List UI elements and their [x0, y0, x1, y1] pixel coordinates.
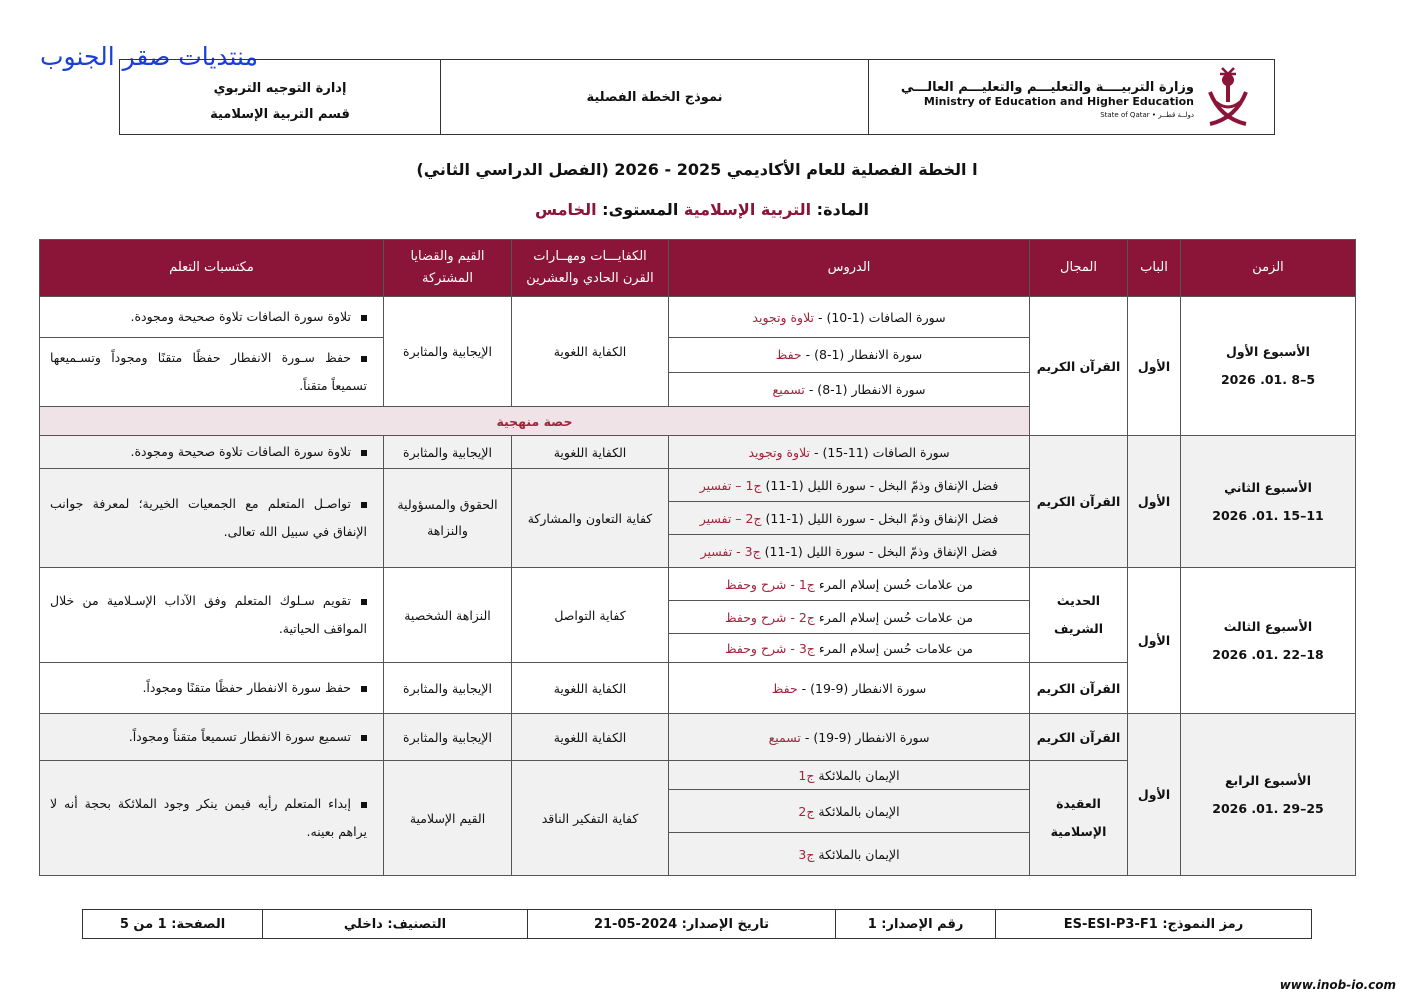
document-header — [119, 59, 1275, 135]
outcome-cell — [40, 568, 384, 663]
lesson-tag: ج3 - تفسير — [700, 543, 761, 559]
lesson-cell — [669, 833, 1030, 876]
lesson-cell — [669, 601, 1030, 634]
table-row — [40, 297, 1356, 338]
lesson-text: من علامات حُسن إسلام المرء — [814, 576, 973, 592]
outcome-text: تلاوة سورة الصافات تلاوة صحيحة ومجودة. — [130, 444, 351, 459]
week-4-dates: 25–29 .01. 2026 — [1212, 800, 1324, 816]
lesson-tag: ج1 - شرح وحفظ — [725, 576, 815, 592]
outcome-cell — [40, 469, 384, 568]
col-domain: المجال — [1030, 240, 1128, 297]
lesson-cell — [669, 372, 1030, 407]
lesson-text: سورة الانفطار (1-8) - — [804, 381, 926, 397]
week-1-competency: الكفاية اللغوية — [512, 297, 669, 407]
lesson-cell — [669, 535, 1030, 568]
lesson-cell — [669, 663, 1030, 714]
state-label: State of Qatar • دولــة قطــر — [1100, 111, 1194, 119]
department-line-1: إدارة التوجيه التربوي — [213, 81, 347, 96]
ministry-name-ar: وزارة التربيــــة والتعليـــم والتعليـــم العالـــي — [900, 80, 1194, 95]
lesson-tag: ج1 — [798, 767, 815, 783]
outcome-text: تلاوة سورة الصافات تلاوة صحيحة ومجودة. — [130, 309, 351, 324]
week-2-name: الأسبوع الثاني — [1224, 479, 1312, 495]
lesson-text: سورة الصافات (1-10) - — [814, 309, 946, 325]
bullet-icon — [361, 735, 367, 741]
week-4-unit: الأول — [1128, 714, 1181, 876]
week-2-competency-2: كفاية التعاون والمشاركة — [512, 469, 669, 568]
lesson-cell — [669, 297, 1030, 338]
document-footer — [82, 909, 1312, 939]
lesson-text: الإيمان بالملائكة — [814, 767, 900, 783]
table-header-row — [40, 240, 1356, 297]
lesson-text: الإيمان بالملائكة — [814, 803, 900, 819]
ministry-text — [901, 80, 1194, 119]
table-row — [40, 568, 1356, 601]
lesson-cell — [669, 634, 1030, 663]
week-4-time — [1181, 714, 1356, 876]
week-4-value-2: القيم الإسلامية — [384, 761, 512, 876]
lesson-tag: ج3 — [798, 846, 815, 862]
week-3-value-1: النزاهة الشخصية — [384, 568, 512, 663]
lesson-text: سورة الانفطار (9-19) - — [797, 680, 927, 696]
qatar-emblem-icon — [1202, 66, 1254, 134]
week-3-domain-1: الحديث الشريف — [1030, 568, 1128, 663]
week-4-name: الأسبوع الرابع — [1225, 772, 1311, 788]
week-4-competency-2: كفاية التفكير الناقد — [512, 761, 669, 876]
outcome-cell — [40, 761, 384, 876]
week-4-value-1: الإيجابية والمثابرة — [384, 714, 512, 761]
lesson-tag: تسميع — [772, 381, 805, 397]
form-title: نموذج الخطة الفصلية — [441, 60, 869, 134]
lesson-text: فضل الإنفاق وذمّ البخل - سورة الليل (1-11) — [761, 510, 999, 526]
subject-value: التربية الإسلامية — [683, 200, 812, 219]
week-2-value-1: الإيجابية والمثابرة — [384, 436, 512, 469]
department-block — [120, 60, 441, 134]
week-3-time — [1181, 568, 1356, 714]
footer-page: الصفحة: 1 من 5 — [119, 916, 226, 932]
lesson-tag: ج2 - شرح وحفظ — [725, 609, 815, 625]
footer-version: رقم الإصدار: 1 — [835, 910, 995, 938]
table-row — [40, 714, 1356, 761]
week-4-competency-1: الكفاية اللغوية — [512, 714, 669, 761]
footer-form-code: رمز النموذج: ES-ESI-P3-F1 — [995, 910, 1311, 938]
lesson-text: من علامات حُسن إسلام المرء — [814, 609, 973, 625]
subject-line — [0, 200, 1404, 219]
col-values: القيم والقضايا المشتركة — [384, 240, 512, 297]
outcome-text: حفظ سـورة الانفطار حفظًا متقنًا ومجوداً وتسـميعها تسميعاً متقناً. — [50, 350, 367, 393]
level-value: الخامس — [535, 200, 597, 219]
week-2-time — [1181, 436, 1356, 568]
ministry-block — [869, 60, 1274, 134]
lesson-tag: تلاوة وتجويد — [752, 309, 815, 325]
bullet-icon — [361, 315, 367, 321]
lesson-cell — [669, 469, 1030, 502]
department-line-2: قسم التربية الإسلامية — [210, 107, 350, 122]
week-3-unit: الأول — [1128, 568, 1181, 714]
outcome-text: حفظ سورة الانفطار حفظًا متقنًا ومجوداً. — [142, 680, 351, 695]
lesson-text: سورة الانفطار (1-8) - — [801, 347, 923, 363]
ministry-name-en: Ministry of Education and Higher Education — [923, 95, 1194, 108]
outcome-cell — [40, 663, 384, 714]
lesson-cell — [669, 502, 1030, 535]
lesson-text: من علامات حُسن إسلام المرء — [814, 640, 973, 656]
table-row — [40, 436, 1356, 469]
outcome-cell — [40, 297, 384, 338]
week-2-domain: القرآن الكريم — [1030, 436, 1128, 568]
col-unit: الباب — [1128, 240, 1181, 297]
outcome-cell — [40, 436, 384, 469]
curricular-session-note: حصة منهجية — [40, 407, 1030, 436]
week-3-competency-2: الكفاية اللغوية — [512, 663, 669, 714]
lesson-cell — [669, 436, 1030, 469]
week-3-dates: 18–22 .01. 2026 — [1212, 646, 1324, 662]
outcome-text: تقويم سـلوك المتعلم وفق الآداب الإسـلامية من خلال المواقف الحياتية. — [50, 593, 367, 636]
lesson-cell — [669, 338, 1030, 373]
lesson-cell — [669, 568, 1030, 601]
week-2-dates: 11–15 .01. 2026 — [1212, 507, 1324, 523]
col-outcomes: مكتسبات التعلم — [40, 240, 384, 297]
week-2-value-2: الحقوق والمسؤولية والنزاهة — [384, 469, 512, 568]
col-time: الزمن — [1181, 240, 1356, 297]
lesson-text: فضل الإنفاق وذمّ البخل - سورة الليل (1-11) — [761, 477, 999, 493]
lesson-cell — [669, 714, 1030, 761]
outcome-text: تواصـل المتعلم مع الجمعيات الخيرية؛ لمعرفة جوانب الإنفاق في سبيل الله تعالى. — [50, 496, 367, 539]
lesson-cell — [669, 790, 1030, 833]
week-1-domain: القرآن الكريم — [1030, 297, 1128, 436]
outcome-text: إبداء المتعلم رأيه فيمن ينكر وجود الملائكة بحجة أنه لا يراهم بعينه. — [50, 796, 367, 839]
col-competencies: الكفايـــات ومهــارات القرن الحادي والعشرين — [512, 240, 669, 297]
lesson-tag: حفظ — [775, 347, 802, 363]
bullet-icon — [361, 802, 367, 808]
outcome-text: تسميع سورة الانفطار تسميعاً متقناً ومجوداً. — [128, 729, 351, 744]
bullet-icon — [361, 599, 367, 605]
week-4-domain-2: العقيدة الإسلامية — [1030, 761, 1128, 876]
site-url: www.inob-io.com — [1279, 978, 1396, 992]
lesson-text: فضل الإنفاق وذمّ البخل - سورة الليل (1-11) — [760, 543, 998, 559]
week-1-unit: الأول — [1128, 297, 1181, 436]
lesson-text: الإيمان بالملائكة — [814, 846, 900, 862]
lesson-tag: ج2 – تفسير — [699, 510, 762, 526]
bullet-icon — [361, 502, 367, 508]
lesson-tag: تلاوة وتجويد — [748, 444, 811, 460]
week-4-domain-1: القرآن الكريم — [1030, 714, 1128, 761]
lesson-tag: حفظ — [771, 680, 798, 696]
bullet-icon — [361, 686, 367, 692]
watermark: منتديات صقر الجنوب — [40, 42, 258, 71]
lesson-text: سورة الصافات (11-15) - — [810, 444, 950, 460]
semester-plan-table — [39, 239, 1356, 876]
week-3-domain-2: القرآن الكريم — [1030, 663, 1128, 714]
week-2-competency-1: الكفاية اللغوية — [512, 436, 669, 469]
week-1-name: الأسبوع الأول — [1226, 344, 1310, 359]
level-label: المستوى: — [602, 200, 679, 219]
week-3-value-2: الإيجابية والمثابرة — [384, 663, 512, 714]
week-3-name: الأسبوع الثالث — [1223, 618, 1313, 634]
outcome-cell — [40, 338, 384, 407]
footer-classification: التصنيف: داخلي — [262, 910, 527, 938]
plan-title: ا الخطة الفصلية للعام الأكاديمي 2025 - 2026 (الفصل الدراسي الثاني) — [416, 160, 978, 179]
bullet-icon — [361, 356, 367, 362]
subject-label: المادة: — [816, 200, 869, 219]
lesson-tag: ج1 – تفسير — [699, 477, 762, 493]
lesson-tag: تسميع — [768, 729, 801, 745]
lesson-text: سورة الانفطار (9-19) - — [800, 729, 930, 745]
lesson-tag: ج2 — [798, 803, 815, 819]
footer-issue-date: تاريخ الإصدار: 2024-05-21 — [527, 910, 835, 938]
outcome-cell — [40, 714, 384, 761]
lesson-tag: ج3 - شرح وحفظ — [725, 640, 815, 656]
week-2-unit: الأول — [1128, 436, 1181, 568]
bullet-icon — [361, 450, 367, 456]
week-1-time — [1181, 297, 1356, 436]
week-1-dates: 5–8 .01. 2026 — [1220, 372, 1316, 387]
lesson-cell — [669, 761, 1030, 790]
col-lessons: الدروس — [669, 240, 1030, 297]
week-3-competency-1: كفاية التواصل — [512, 568, 669, 663]
week-1-value: الإيجابية والمثابرة — [384, 297, 512, 407]
